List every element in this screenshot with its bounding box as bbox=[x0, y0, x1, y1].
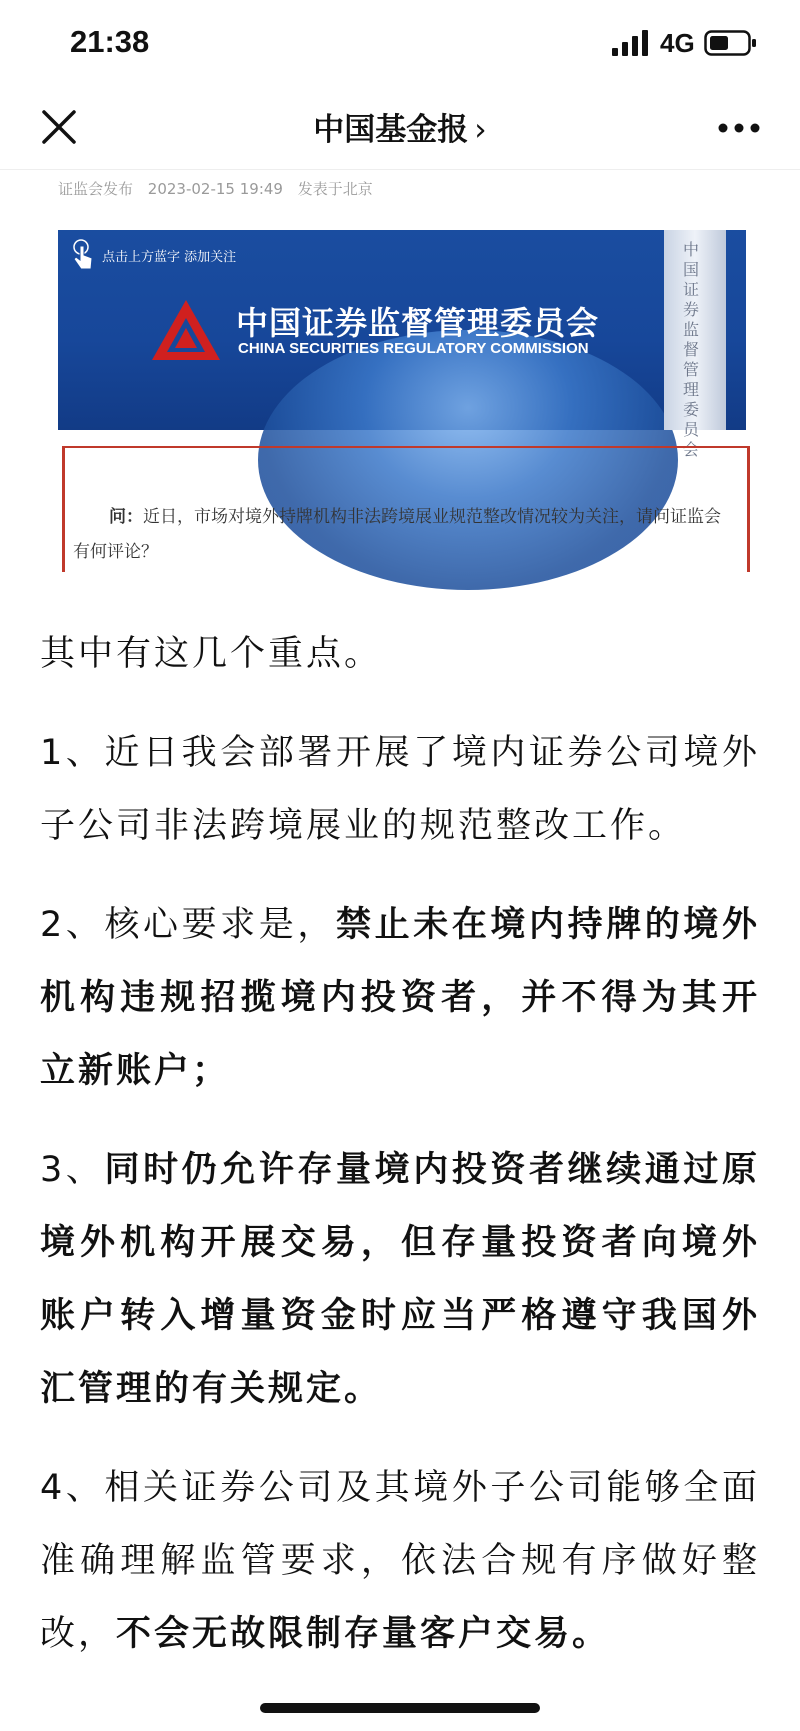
article-point-2 bbox=[40, 889, 760, 1108]
article-body bbox=[40, 618, 760, 1697]
article-intro: 其中有这几个重点。 bbox=[40, 634, 383, 674]
post-datetime: 2023-02-15 19:49 bbox=[147, 180, 283, 198]
point-emphasis: 同时仍允许存量境内投资者继续通过原境外机构开展交易，但存量投资者向境外账户转入增量资金时应当严格遵守我国外汇管理的有关规定。 bbox=[40, 1150, 760, 1409]
csrc-logo-icon bbox=[150, 298, 222, 362]
article-point-3 bbox=[40, 1134, 760, 1426]
question-label: 问： bbox=[109, 507, 143, 527]
nav-bar bbox=[0, 84, 800, 170]
account-name: 中国基金报 bbox=[313, 112, 469, 148]
status-bar bbox=[0, 0, 800, 84]
point-text: 1、近日我会部署开展了境内证券公司境外子公司非法跨境展业的规范整改工作。 bbox=[40, 733, 760, 846]
nav-divider bbox=[0, 169, 800, 170]
org-name-en: CHINA SECURITIES REGULATORY COMMISSION bbox=[238, 340, 589, 357]
article-point-1 bbox=[40, 717, 760, 863]
home-indicator[interactable] bbox=[260, 1703, 540, 1713]
tap-hand-icon bbox=[70, 238, 96, 272]
post-meta bbox=[58, 178, 383, 199]
battery-icon bbox=[704, 30, 758, 56]
point-text: 4、相关证券公司及其境外子公司能够全面准确理解监管要求，依法合规有序做好整改， bbox=[40, 1468, 760, 1654]
more-icon[interactable] bbox=[718, 122, 760, 134]
point-emphasis: 不会无故限制存量客户交易。 bbox=[116, 1614, 611, 1654]
status-time: 21:38 bbox=[70, 24, 150, 59]
post-location: 发表于北京 bbox=[297, 180, 373, 198]
signal-icon bbox=[612, 30, 652, 56]
post-source: 证监会发布 bbox=[58, 180, 134, 198]
network-label: 4G bbox=[660, 28, 695, 58]
qa-box bbox=[62, 446, 750, 572]
org-name-cn: 中国证券监督管理委员会 bbox=[236, 304, 600, 342]
point-text: 3、 bbox=[40, 1150, 105, 1190]
follow-hint bbox=[70, 238, 236, 272]
building-sign bbox=[664, 230, 726, 459]
building-sign-text: 中国证券监督管理委员会 bbox=[682, 240, 699, 459]
qa-question bbox=[73, 500, 733, 570]
account-title[interactable] bbox=[0, 104, 800, 149]
chevron-right-icon: › bbox=[474, 112, 487, 148]
point-emphasis: 禁止未在境内持牌的境外机构违规招揽境内投资者，并不得为其开立新账户； bbox=[40, 905, 760, 1091]
point-text: 2、核心要求是， bbox=[40, 905, 337, 945]
question-text: 近日，市场对境外持牌机构非法跨境展业规范整改情况较为关注，请问证监会有何评论？ bbox=[73, 507, 721, 562]
follow-hint-text: 点击上方蓝字 添加关注 bbox=[102, 249, 237, 265]
article-point-4 bbox=[40, 1452, 760, 1671]
csrc-banner bbox=[58, 230, 746, 459]
